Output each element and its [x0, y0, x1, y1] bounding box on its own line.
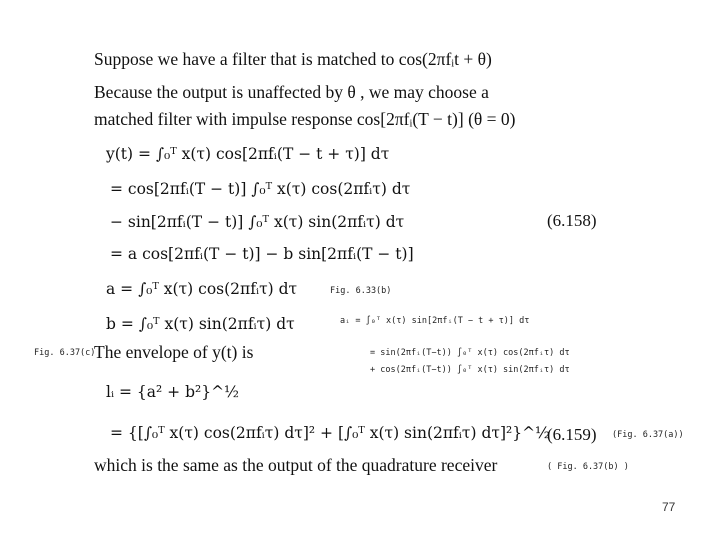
note-expand-2: + cos(2πfᵢ(T−t)) ∫₀ᵀ x(τ) sin(2πfᵢτ) dτ: [370, 365, 570, 375]
note-ai-integral: aᵢ = ∫₀ᵀ x(τ) sin[2πfᵢ(T − t + τ)] dτ: [340, 316, 530, 326]
eq-number-158: (6.158): [547, 211, 597, 230]
line-envelope: The envelope of y(t) is: [94, 342, 254, 362]
eq-li: lᵢ = {a² + b²}^½: [106, 383, 240, 401]
line-matched-filter: matched filter with impulse response cos[2πfᵢ(T − t)] (θ = 0): [94, 109, 516, 129]
note-fig-b: ( Fig. 6.37(b) ): [547, 462, 629, 472]
line-quadrature: which is the same as the output of the quadrature receiver: [94, 455, 498, 475]
eq-li-expanded: = {[∫₀ᵀ x(τ) cos(2πfᵢτ) dτ]² + [∫₀ᵀ x(τ) sin(2πfᵢτ) dτ]²}^½: [110, 424, 551, 442]
line-because: Because the output is unaffected by θ , we may choose a: [94, 82, 489, 102]
line-intro: Suppose we have a filter that is matched to cos(2πfᵢt + θ): [94, 49, 492, 69]
note-fig-159: (Fig. 6.37(a)): [612, 430, 684, 440]
eq-number-159: (6.159): [547, 425, 597, 444]
page-number: 77: [662, 500, 676, 514]
note-fig-c: Fig. 6.37(c): [34, 348, 96, 358]
eq-ab-form: = a cos[2πfᵢ(T − t)] − b sin[2πfᵢ(T − t)]: [110, 245, 414, 263]
eq-sin-term: − sin[2πfᵢ(T − t)] ∫₀ᵀ x(τ) sin(2πfᵢτ) dτ: [110, 213, 405, 231]
eq-b: b = ∫₀ᵀ x(τ) sin(2πfᵢτ) dτ: [106, 315, 295, 333]
note-expand-1: = sin(2πfᵢ(T−t)) ∫₀ᵀ x(τ) cos(2πfᵢτ) dτ: [370, 348, 570, 358]
note-fig-a: Fig. 6.33(b): [330, 286, 392, 296]
eq-y: y(t) = ∫₀ᵀ x(τ) cos[2πfᵢ(T − t + τ)] dτ: [106, 145, 390, 163]
eq-cos-term: = cos[2πfᵢ(T − t)] ∫₀ᵀ x(τ) cos(2πfᵢτ) dτ: [110, 180, 411, 198]
eq-a: a = ∫₀ᵀ x(τ) cos(2πfᵢτ) dτ: [106, 280, 298, 298]
